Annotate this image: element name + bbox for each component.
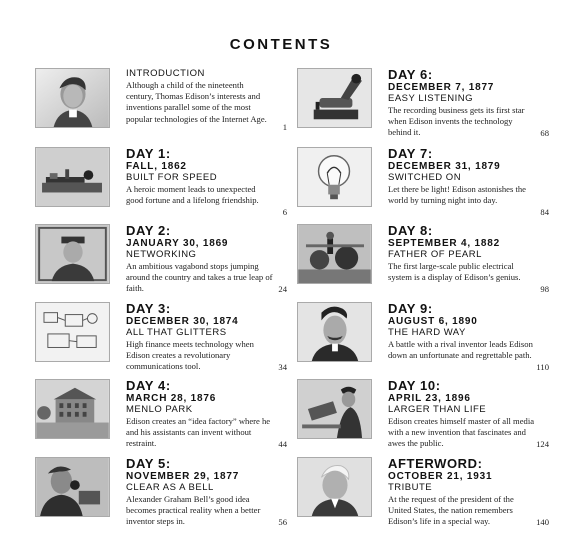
page-number: 84	[540, 207, 549, 217]
entry-date: FALL, 1862	[126, 161, 187, 172]
entry-date: SEPTEMBER 4, 1882	[388, 238, 500, 249]
fluoroscope-image	[297, 379, 372, 439]
entry-day: DAY 9:	[388, 301, 433, 316]
page-number: 1	[282, 122, 287, 132]
page-number: 124	[536, 439, 549, 449]
page-number: 110	[536, 362, 549, 372]
entry-date: OCTOBER 21, 1931	[388, 471, 493, 482]
entry-subtitle: LARGER THAN LIFE	[388, 404, 487, 415]
entry-description: Edison creates an “idea factory” where he and his assistants can invent without restraint.	[126, 416, 271, 449]
entry-date: JANUARY 30, 1869	[126, 238, 229, 249]
entry-day: DAY 6:	[388, 67, 433, 82]
page-number: 68	[540, 128, 549, 138]
entry-description: Edison creates himself master of all media with a new invention that fascinates and awes the public.	[388, 416, 535, 449]
portrait-telegrapher-image	[35, 224, 110, 284]
entry-description: High finance meets technology when Edison creates a revolutionary communications tool.	[126, 339, 254, 372]
entry-heading: INTRODUCTION	[126, 68, 205, 79]
portrait-young-edison-image	[35, 68, 110, 128]
entry-date: MARCH 28, 1876	[126, 393, 217, 404]
toc-entry-day-5[interactable]	[35, 457, 295, 527]
entry-day: DAY 8:	[388, 223, 433, 238]
patent-diagram-image	[35, 302, 110, 362]
contents-title: CONTENTS	[229, 36, 333, 53]
page-number: 140	[536, 517, 549, 527]
entry-subtitle: CLEAR AS A BELL	[126, 482, 214, 493]
entry-subtitle: SWITCHED ON	[388, 172, 462, 183]
toc-entry-day-9[interactable]	[297, 302, 557, 372]
entry-date: NOVEMBER 29, 1877	[126, 471, 240, 482]
portrait-rival-inventor-image	[297, 302, 372, 362]
light-bulb-image	[297, 147, 372, 207]
entry-date: DECEMBER 7, 1877	[388, 82, 495, 93]
toc-entry-day-10[interactable]	[297, 379, 557, 449]
page-number: 56	[278, 517, 287, 527]
entry-subtitle: ALL THAT GLITTERS	[126, 327, 227, 338]
phonograph-image	[297, 68, 372, 128]
toc-entry-day-1[interactable]	[35, 147, 295, 217]
entry-date: DECEMBER 30, 1874	[126, 316, 239, 327]
page-number: 98	[540, 284, 549, 294]
entry-day: DAY 7:	[388, 146, 433, 161]
entry-subtitle: FATHER OF PEARL	[388, 249, 482, 260]
portrait-older-edison-image	[297, 457, 372, 517]
entry-subtitle: TRIBUTE	[388, 482, 433, 493]
toc-entry-day-4[interactable]	[35, 379, 295, 449]
toc-entry-day-2[interactable]	[35, 224, 295, 294]
entry-date: DECEMBER 31, 1879	[388, 161, 501, 172]
telegraph-key-image	[35, 147, 110, 207]
entry-date: AUGUST 6, 1890	[388, 316, 478, 327]
entry-description: The recording business gets its first star when Edison invents the technology behind it.	[388, 105, 525, 138]
entry-subtitle: NETWORKING	[126, 249, 197, 260]
entry-subtitle: THE HARD WAY	[388, 327, 466, 338]
entry-subtitle: MENLO PARK	[126, 404, 193, 415]
entry-subtitle: BUILT FOR SPEED	[126, 172, 218, 183]
dynamo-machinery-image	[297, 224, 372, 284]
page-number: 44	[278, 439, 287, 449]
toc-entry-day-3[interactable]	[35, 302, 295, 372]
entry-description: Although a child of the nineteenth century, Thomas Edison’s interests and inventions parallel some of the most popular technologies of the Internet Age.	[126, 80, 267, 124]
page-number: 6	[282, 207, 287, 217]
entry-description: Alexander Graham Bell’s good idea becomes practical reality when a better inventor steps in.	[126, 494, 261, 527]
entry-day: DAY 5:	[126, 456, 171, 471]
entry-day: DAY 10:	[388, 378, 441, 393]
toc-entry-day-8[interactable]	[297, 224, 557, 294]
entry-description: A heroic moment leads to unexpected good fortune and a lifelong friendship.	[126, 184, 259, 206]
page-number: 24	[278, 284, 287, 294]
entry-subtitle: EASY LISTENING	[388, 93, 473, 104]
entry-description: At the request of the president of the United States, the nation remembers Edison’s life in a special way.	[388, 494, 514, 527]
entry-day: DAY 3:	[126, 301, 171, 316]
toc-entry-day-7[interactable]	[297, 147, 557, 217]
toc-entry-day-6[interactable]	[297, 68, 557, 138]
entry-description: An ambitious vagabond stops jumping around the country and takes a true leap of faith.	[126, 261, 273, 294]
entry-day: DAY 4:	[126, 378, 171, 393]
entry-day: AFTERWORD:	[388, 456, 483, 471]
edison-telephone-image	[35, 457, 110, 517]
entry-description: The first large-scale public electrical system is a display of Edison’s genius.	[388, 261, 521, 283]
entry-description: Let there be light! Edison astonishes the world by turning night into day.	[388, 184, 526, 206]
entry-day: DAY 2:	[126, 223, 171, 238]
entry-date: APRIL 23, 1896	[388, 393, 471, 404]
entry-day: DAY 1:	[126, 146, 171, 161]
toc-entry-afterword[interactable]	[297, 457, 557, 527]
menlo-park-engraving-image	[35, 379, 110, 439]
page-number: 34	[278, 362, 287, 372]
entry-description: A battle with a rival inventor leads Edison down an unfortunate and regrettable path.	[388, 339, 533, 361]
toc-entry-introduction[interactable]	[35, 68, 295, 138]
